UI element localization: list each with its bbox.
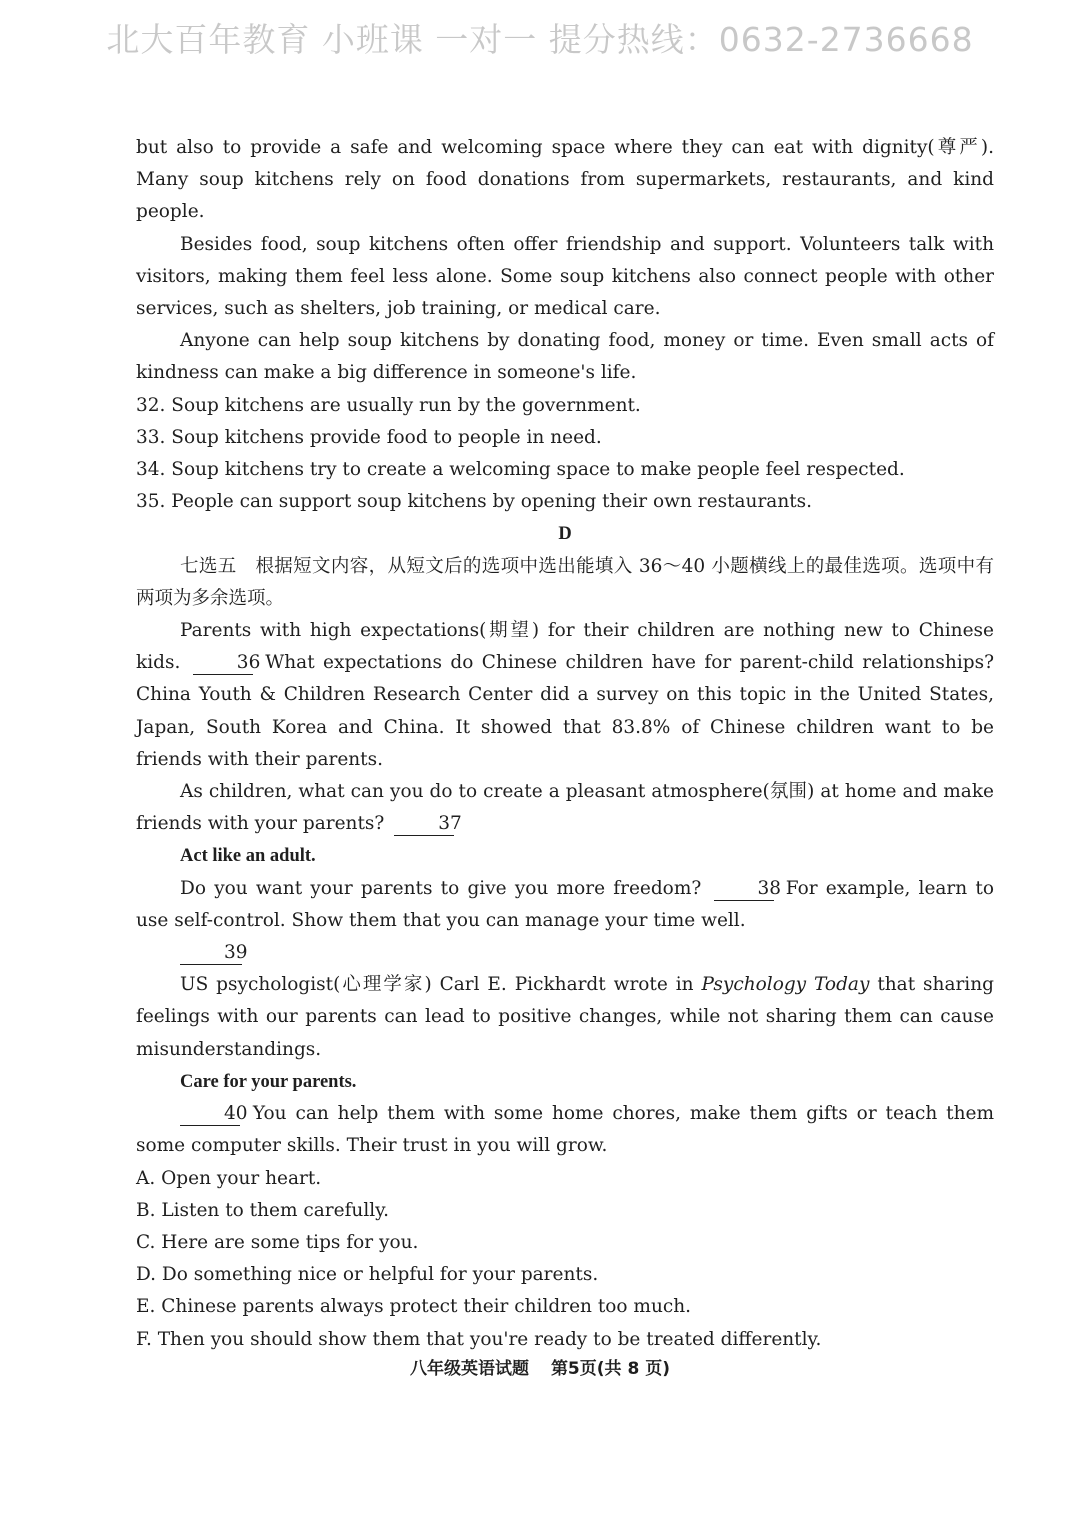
passage-c-paragraph-2: Besides food, soup kitchens often offer friendship and support. Volunteers talk with visitors, making them feel less alone. Some soup kitchens also connect people with other services, such as shelters, job training, or medical care. <box>136 233 994 320</box>
section-d-paragraph-2 <box>136 776 994 840</box>
subheading-care-for-parents: Care for your parents. <box>180 1071 357 1092</box>
passage-c-paragraph-1: but also to provide a safe and welcoming space where they can eat with dignity(尊严). Many soup kitchens rely on food donations from supermarkets, restaurants, and kind people. <box>136 137 994 223</box>
option-e: E. Chinese parents always protect their children too much. <box>136 1296 692 1318</box>
option-a: A. Open your heart. <box>136 1167 322 1189</box>
para1-part-a: Parents with high expectations(期望) for their children are nothing new to Chinese kids. <box>136 620 994 674</box>
blank-37[interactable]: 37 <box>394 813 454 836</box>
statement-34: 34. Soup kitchens try to create a welcoming space to make people feel respected. <box>136 459 905 481</box>
subheading-act-like-adult: Act like an adult. <box>180 846 316 867</box>
blank-40[interactable]: 40 <box>180 1103 240 1126</box>
blank-39-line <box>136 937 994 969</box>
para3-part-a: Do you want your parents to give you more freedom? <box>180 877 702 899</box>
option-d: D. Do something nice or helpful for your parents. <box>136 1264 599 1286</box>
magazine-title: Psychology Today <box>701 974 870 996</box>
section-d-paragraph-1 <box>136 615 994 776</box>
blank-36[interactable]: 36 <box>193 652 253 675</box>
para4-part-b: that sharing feelings with our parents can lead to positive changes, while not sharing them can cause misunderstandings. <box>136 974 994 1060</box>
option-f: F. Then you should show them that you're ready to be treated differently. <box>136 1328 822 1350</box>
para3-part-b: For example, learn to use self-control. Show them that you can manage your time well. <box>136 877 994 931</box>
exam-page <box>136 132 994 1356</box>
statement-33: 33. Soup kitchens provide food to people in need. <box>136 426 602 448</box>
para5-text: You can help them with some home chores, make them gifts or teach them some computer skills. Their trust in you will grow. <box>136 1103 994 1157</box>
option-b: B. Listen to them carefully. <box>136 1199 390 1221</box>
para1-part-b: What expectations do Chinese children have for parent-child relationships? China Youth & Children Research Center did a survey on this topic in the United States, Japan, South Korea and China. It showed that 83.8% of Chinese children want to be friends with their parents. <box>136 652 994 770</box>
section-d-paragraph-3 <box>136 873 994 937</box>
section-d-heading: D <box>558 524 572 545</box>
statement-35: 35. People can support soup kitchens by opening their own restaurants. <box>136 491 813 513</box>
section-d-paragraph-5 <box>136 1098 994 1162</box>
blank-38[interactable]: 38 <box>714 878 774 901</box>
footer-title: 八年级英语试题 <box>410 1359 530 1379</box>
section-d-paragraph-4 <box>136 969 994 1066</box>
section-d-instruction: 七选五 根据短文内容，从短文后的选项中选出能填入 36～40 小题横线上的最佳选项。选项中有两项为多余选项。 <box>136 555 994 609</box>
option-c: C. Here are some tips for you. <box>136 1231 419 1253</box>
statement-32: 32. Soup kitchens are usually run by the government. <box>136 394 641 416</box>
watermark: 北大百年教育 小班课 一对一 提分热线：0632-2736668 <box>106 20 974 59</box>
para2-text: As children, what can you do to create a pleasant atmosphere(氛围) at home and make friends with your parents? <box>136 781 994 835</box>
blank-39[interactable]: 39 <box>180 942 242 965</box>
page-footer <box>0 1354 1080 1379</box>
footer-page-number: 第5页(共 8 页) <box>550 1359 670 1379</box>
para4-part-a: US psychologist(心理学家) Carl E. Pickhardt wrote in <box>180 974 694 996</box>
passage-c-paragraph-3: Anyone can help soup kitchens by donating food, money or time. Even small acts of kindness can make a big difference in someone's life. <box>136 330 994 384</box>
